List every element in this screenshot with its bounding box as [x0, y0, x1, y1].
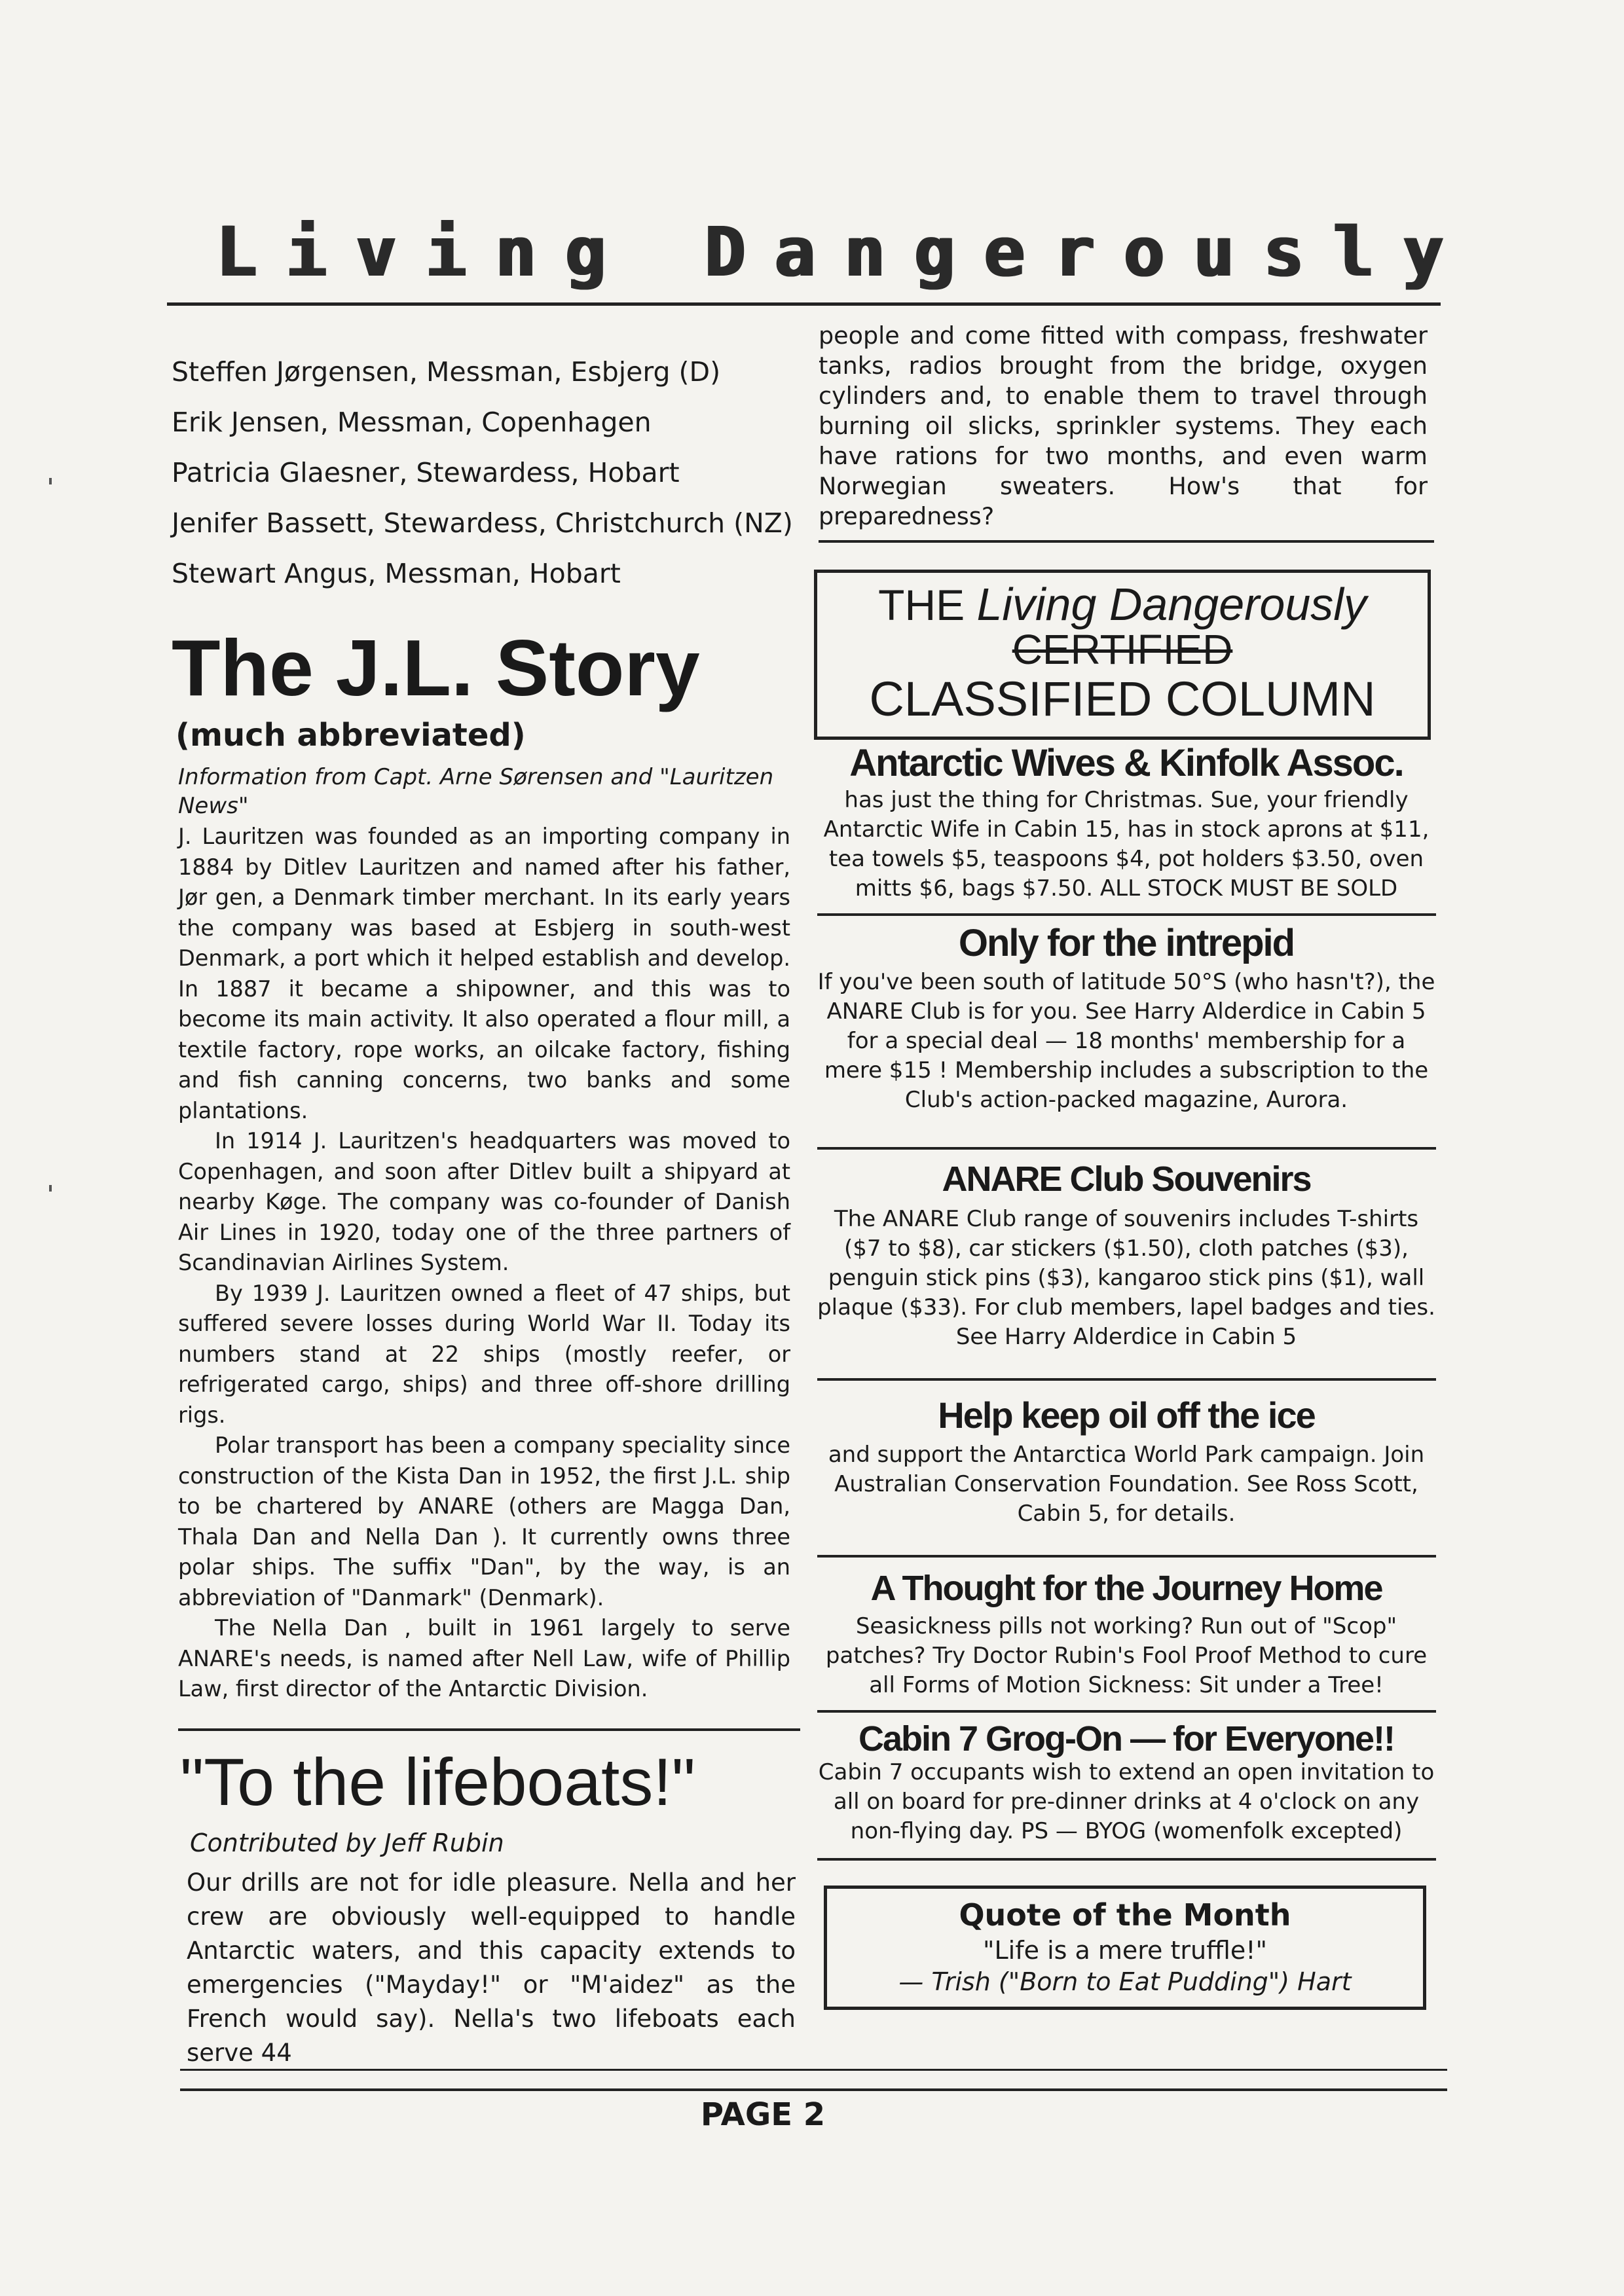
paragraph: In 1914 J. Lauritzen's headquarters was moved to Copenhagen, and soon after Ditlev built a shipyard at nearby Køge. The company was co-founder of Danish Air Lines in 1920, today one of the three partners of Scandinavian Airlines System.	[178, 1128, 790, 1275]
classified-column-title: CLASSIFIED COLUMN	[869, 672, 1376, 726]
ad-heading: Antarctic Wives & Kinfolk Assoc.	[849, 742, 1403, 784]
paragraph: By 1939 J. Lauritzen owned a fleet of 47 ships, but suffered severe losses during World War II. Today its numbers stand at 22 ships (mostly reefer, or refrigerated cargo, ships) and three off-shore drilling rigs.	[178, 1280, 790, 1428]
crew-item: Stewart Angus, Messman, Hobart	[172, 558, 621, 589]
ad-body: The ANARE Club range of souvenirs includes T-shirts ($7 to $8), car stickers ($1.50), cloth patches ($3), penguin stick pins ($3), kangaroo stick pins ($1), wall plaque ($33). For club members, lapel badges and ties. See Harry Alderdice in Cabin 5	[817, 1206, 1435, 1350]
lifeboats-continuation: people and come fitted with compass, freshwater tanks, radios brought from the bridge, oxygen cylinders and, to enable them to travel through burning oil slicks, sprinkler systems. They each have rations for two months, and even warm Norwegian sweaters. How's that for preparedness?	[819, 321, 1428, 530]
masthead-title: Living Dangerously	[216, 212, 1473, 292]
crew-item: Steffen Jørgensen, Messman, Esbjerg (D)	[172, 356, 721, 388]
ad-heading: A Thought for the Journey Home	[870, 1569, 1382, 1608]
paragraph: The Nella Dan , built in 1961 largely to serve ANARE's needs, is named after Nell Law, wife of Phillip Law, first director of the Antarctic Division.	[178, 1615, 790, 1702]
jl-story-body	[178, 822, 790, 1705]
ad-heading: ANARE Club Souvenirs	[942, 1159, 1311, 1199]
scan-mark	[49, 478, 52, 484]
masthead-rule	[167, 302, 1441, 306]
jl-story-source: Information from Capt. Arne Sørensen and "Lauritzen News"	[178, 764, 774, 819]
classified-paper-name: Living Dangerously	[976, 579, 1367, 630]
classified-title-line1	[817, 579, 1428, 630]
ad-body: has just the thing for Christmas. Sue, your friendly Antarctic Wife in Cabin 15, has in stock aprons at $11, tea towels $5, teaspoons $4, pot holders $3.50, oven mitts $6, bags $7.50. ALL STOCK MUST BE SOLD	[823, 787, 1430, 902]
quote-text: "Life is a mere truffle!"	[983, 1936, 1267, 1965]
lifeboats-byline: Contributed by Jeff Rubin	[190, 1829, 504, 1857]
ad-divider	[817, 1555, 1436, 1558]
ad-divider	[817, 1710, 1436, 1713]
crew-list	[172, 347, 800, 599]
footer-rule	[180, 2088, 1447, 2091]
ad-divider	[817, 913, 1436, 916]
footer-rule	[180, 2069, 1447, 2071]
crew-item: Jenifer Bassett, Stewardess, Christchurch (NZ)	[172, 507, 793, 539]
section-divider	[819, 540, 1434, 543]
classified-header-box	[814, 570, 1431, 740]
classified-certified: CERTIFIED	[1012, 626, 1233, 673]
scan-mark	[49, 1185, 52, 1192]
ad-body: Cabin 7 occupants wish to extend an open invitation to all on board for pre-dinner drinks at 4 o'clock on any non-flying day. PS — BYOG (womenfolk excepted)	[818, 1759, 1435, 1844]
crew-item: Erik Jensen, Messman, Copenhagen	[172, 407, 652, 438]
ad-heading: Cabin 7 Grog-On — for Everyone!!	[858, 1719, 1395, 1758]
page-number: PAGE 2	[700, 2096, 826, 2133]
quote-attribution: — Trish ("Born to Eat Pudding") Hart	[898, 1967, 1352, 1996]
ad-heading: Only for the intrepid	[958, 922, 1295, 964]
jl-story-subtitle: (much abbreviated)	[175, 717, 526, 754]
ad-divider	[817, 1858, 1436, 1861]
lifeboats-title: "To the lifeboats!"	[180, 1745, 695, 1819]
quote-heading: Quote of the Month	[959, 1897, 1291, 1933]
ad-heading: Help keep oil off the ice	[938, 1394, 1315, 1436]
ad-body: and support the Antarctica World Park campaign. Join Australian Conservation Foundation. See Ross Scott, Cabin 5, for details.	[828, 1442, 1425, 1527]
jl-story-title: The J.L. Story	[172, 623, 700, 712]
section-divider	[178, 1728, 800, 1731]
ad-body: Seasickness pills not working? Run out of "Scop" patches? Try Doctor Rubin's Fool Proof Method to cure all Forms of Motion Sickness: Sit under a Tree!	[825, 1613, 1428, 1698]
ad-body: If you've been south of latitude 50°S (who hasn't?), the ANARE Club is for you. See Harry Alderdice in Cabin 5 for a special deal — 18 months' membership for a mere $15 ! Membership includes a subscription to the Club's action-packed magazine, Aurora.	[817, 969, 1435, 1113]
paragraph: Polar transport has been a company speciality since construction of the Kista Dan in 1952, the first J.L. ship to be chartered by ANARE (others are Magga Dan, Thala Dan and Nella Dan ). It currently owns three polar ships. The suffix "Dan", by the way, is an abbreviation of "Danmark" (Denmark).	[178, 1432, 790, 1611]
classified-the: THE	[878, 581, 965, 629]
lifeboats-body: Our drills are not for idle pleasure. Nella and her crew are obviously well-equipped to handle Antarctic waters, and this capacity extends to emergencies ("Mayday!" or "M'aidez" as the French would say). Nella's two lifeboats each serve 44	[187, 1868, 796, 2067]
ad-divider	[817, 1147, 1436, 1150]
paragraph: J. Lauritzen was founded as an importing company in 1884 by Ditlev Lauritzen and named after his father, Jør gen, a Denmark timber merchant. In its early years the company was based at Esbjerg in south-west Denmark, a port which it helped establish and develop. In 1887 it became a shipowner, and this was to become its main activity. It also operated a flour mill, a textile factory, rope works, an oilcake factory, fishing and fish canning concerns, two banks and some plantations.	[178, 824, 790, 1123]
crew-item: Patricia Glaesner, Stewardess, Hobart	[172, 457, 680, 488]
ad-divider	[817, 1378, 1436, 1381]
quote-box	[824, 1886, 1426, 2010]
